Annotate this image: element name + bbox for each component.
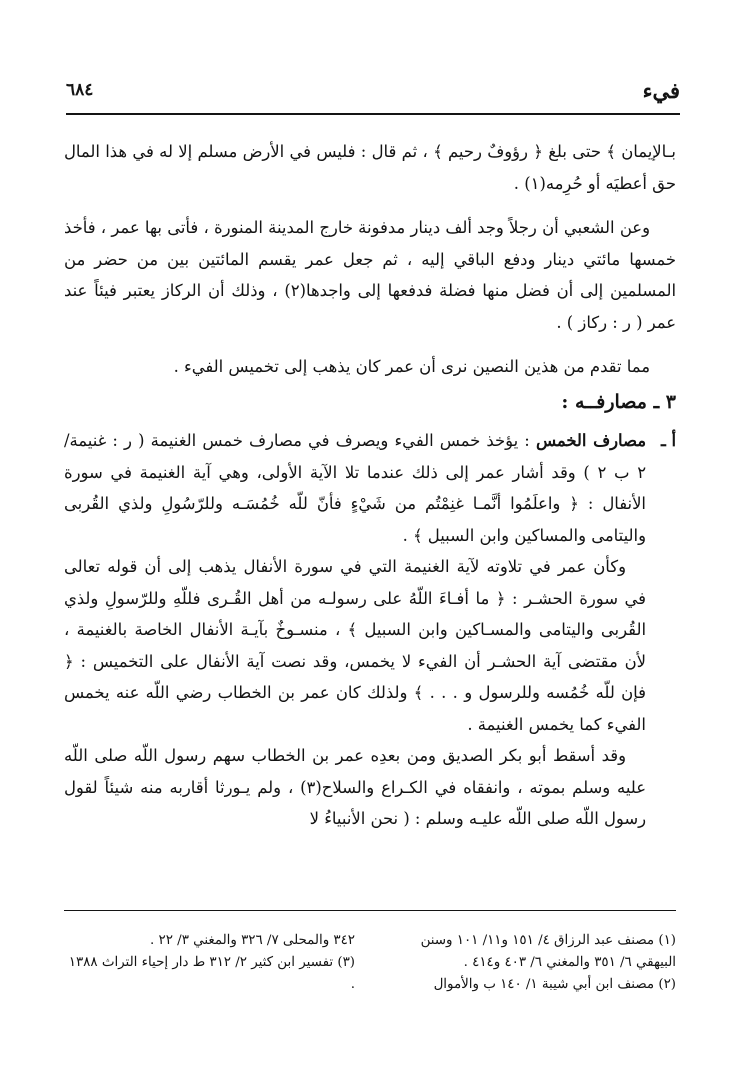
footnotes [64,930,676,996]
footnote-rule [64,910,676,911]
running-head: فيء [642,78,680,103]
item-a [64,425,676,551]
page-header [66,78,680,112]
footnote-1: (١) مصنف عبد الرزاق ٤/ ١٥١ و١١/ ١٠١ وسنن البيهقي ٦/ ٣٥١ والمغني ٦/ ٤٠٣ و٤١٤ . [420,933,676,970]
main-text [64,136,676,835]
paragraph-5: وقد أسقط أبو بكر الصديق ومن بعدِه عمر بن الخطاب سهم رسول اللّه صلى اللّه عليه وسلم بموته ، وانفقاه في الكـراع والسلاح(٣) ، ولم يـورثا أقاربه منه شيئاً لقول رسول اللّه صلى اللّه عليـه وسلم : ( نحن الأنبياءُ لا [64,746,646,828]
footnote-2-continued: ٣٤٢ والمحلى ٧/ ٣٢٦ والمغني ٣/ ٢٢ . [150,933,355,948]
item-a-marker: أ ـ [660,431,676,450]
paragraph-1: بـالإيمان ﴾ حتى بلغ ﴿ رؤوفٌ رحيم ﴾ ، ثم قال : فليس في الأرض مسلم إلا له في هذا المال حق أعطيَه أو حُرِمه(١) . [64,142,676,193]
section-heading: ٣ ـ مصارفــه : [561,390,676,413]
page-number: ٦٨٤ [66,80,94,100]
footnote-3: (٣) تفسير ابن كثير ٢/ ٣١٢ ط دار إحياء التراث ١٣٨٨ . [68,955,355,992]
paragraph-2: وعن الشعبي أن رجلاً وجد ألف دينار مدفونة خارج المدينة المنورة ، فأتى بها عمر ، فأخذ خمسها مائتي دينار ودفع الباقي إليه ، ثم جعل عمر يقسم المائتين بين من حضر من المسلمين إلى أن فضل منها فضلة فدفعها إلى واجدها(٢) ، وذلك أن الركاز يعتبر فيئاً عند عمر ( ر : ركاز ) . [64,218,676,332]
paragraph-4: وكأن عمر في تلاوته لآية الغنيمة التي في سورة الأنفال يذهب إلى أن قوله تعالى في سورة الحشـر : ﴿ ما أفـاءَ اللّهُ على رسولـه من أهل القُـرى فللّهِ وللرّسولِ ولذي القُربى واليتامى والمسـاكين وابن السبيل ﴾ ، منسـوخٌ بآيـة الأنفال الخاصة بالغنيمة ، لأن مقتضى آية الحشـر أن الفيء لا يخمس، وقد نصت آية الأنفال على التخميس : ﴿ فإن للّه خُمُسه وللرسول و . . . ﴾ ولذلك كان عمر بن الخطاب رضي اللّه عنه يخمس الفيء كما يخمس الغنيمة . [64,557,646,734]
item-a-term: مصارف الخمس [535,431,646,450]
header-rule [66,113,680,115]
item-a-text: : يؤخذ خمس الفيء ويصرف في مصارف خمس الغنيمة ( ر : غنيمة/ ٢ ب ٢ ) وقد أشار عمر إلى ذلك عندما تلا الآية الأولى، وهي آية الغنيمة في سورة الأنفال : ﴿ واعلَمُوا أنَّمـا غنِمْتُم من شَيْءٍ فأنّ للّه خُمُسَـه وللرّسُولِ ولذي القُربى واليتامى والمساكين وابن السبيل ﴾ . [64,431,646,545]
footnotes-right-column [385,930,676,996]
footnote-2: (٢) مصنف ابن أبي شيبة ١/ ١٤٠ ب والأموال [433,977,676,992]
paragraph-3: مما تقدم من هذين النصين نرى أن عمر كان يذهب إلى تخميس الفيء . [173,357,650,376]
footnotes-left-column [64,930,355,996]
